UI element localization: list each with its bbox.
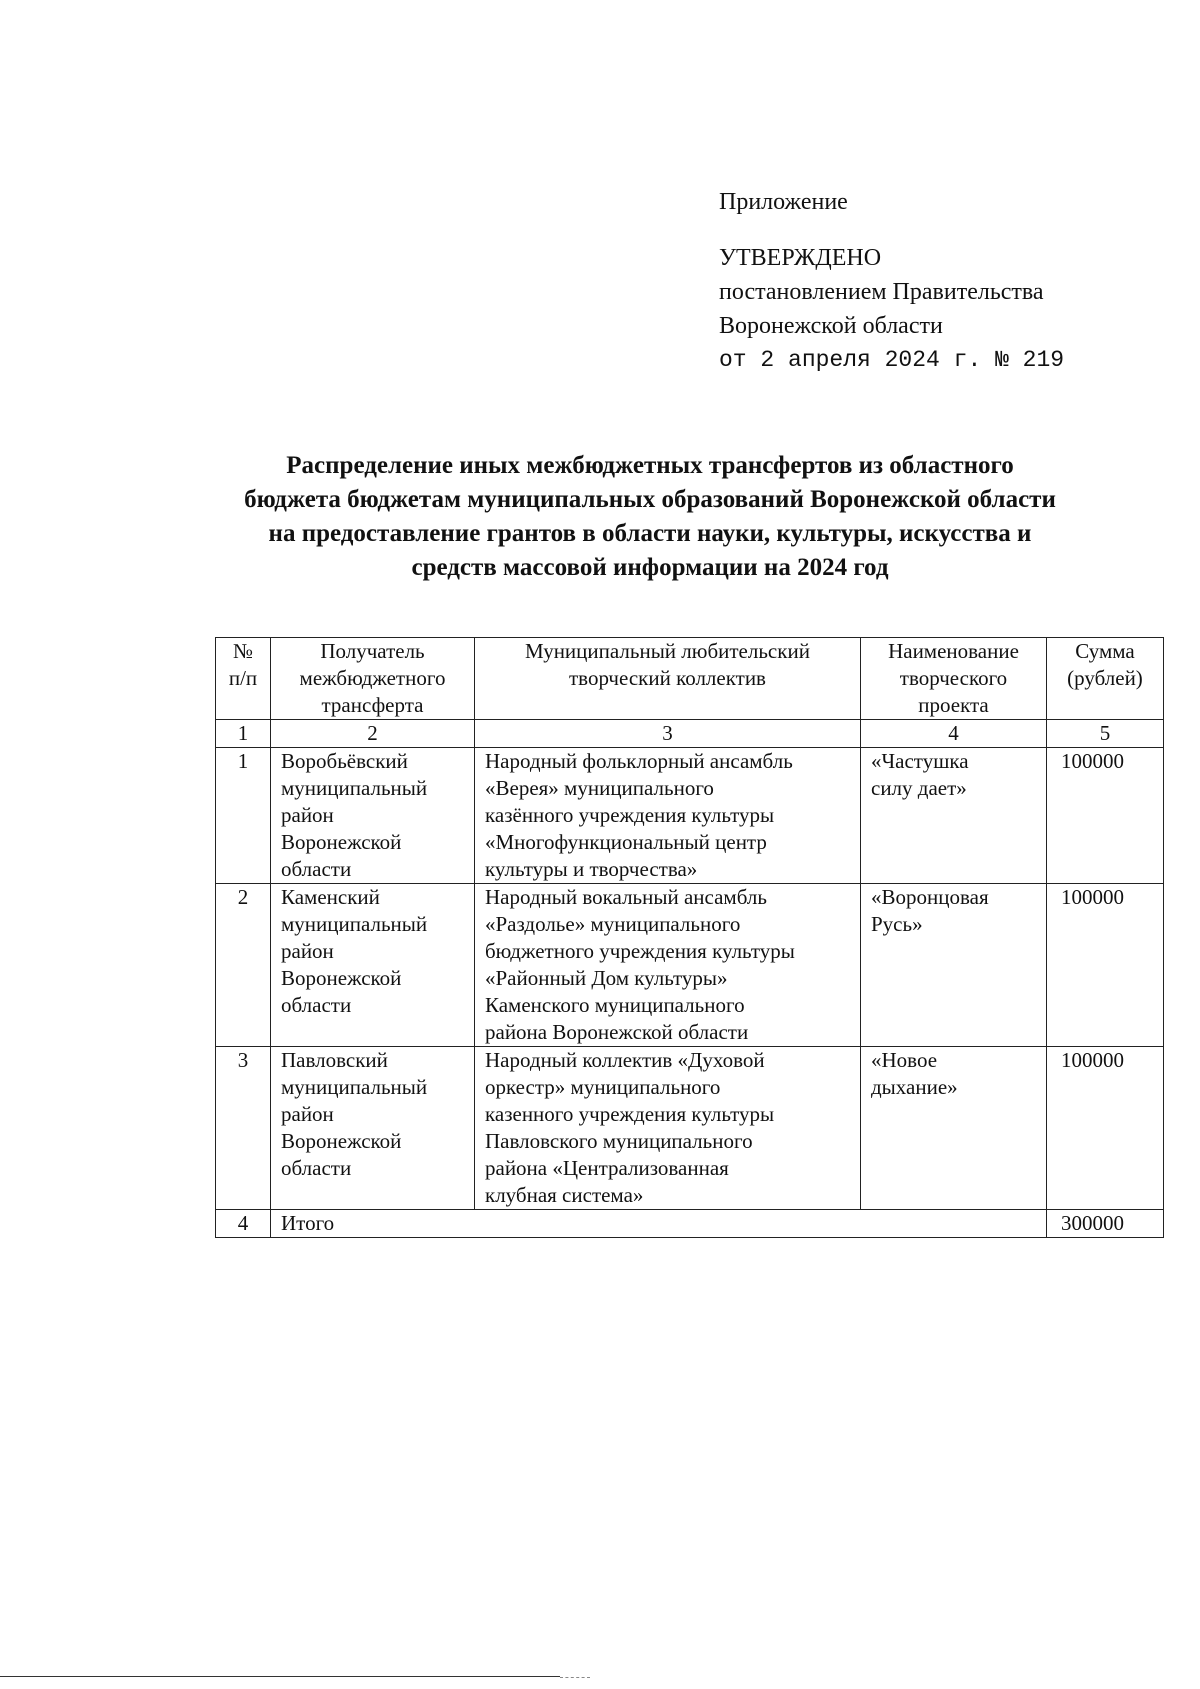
grant-distribution-table	[215, 637, 1164, 1238]
header-project: Наименование творческого проекта	[861, 638, 1047, 720]
table-row	[216, 884, 1164, 1047]
row-num: 3	[216, 1047, 271, 1210]
approved-label: УТВЕРЖДЕНО	[719, 245, 882, 271]
column-number: 4	[861, 720, 1047, 748]
row-collective: Народный коллектив «Духовой оркестр» муниципального казенного учреждения культуры Павловского муниципального района «Централизованная клубная система»	[475, 1047, 861, 1210]
total-label: Итого	[271, 1210, 1047, 1238]
column-number-row	[216, 720, 1164, 748]
approval-block	[719, 185, 1159, 377]
row-sum: 100000	[1047, 884, 1164, 1047]
row-project: «Частушка силу дает»	[861, 748, 1047, 884]
document-title	[200, 449, 1100, 585]
approved-by-line: постановлением Правительства	[719, 279, 1044, 305]
row-recipient: Воробьёвский муниципальный район Воронежской области	[271, 748, 475, 884]
header-sum: Сумма (рублей)	[1047, 638, 1164, 720]
column-number: 3	[475, 720, 861, 748]
title-line: Распределение иных межбюджетных трансфертов из областного	[286, 452, 1014, 479]
title-line: бюджета бюджетам муниципальных образований Воронежской области	[244, 486, 1056, 513]
title-line: средств массовой информации на 2024 год	[411, 554, 889, 581]
table-row	[216, 1047, 1164, 1210]
header-collective: Муниципальный любительский творческий коллектив	[475, 638, 861, 720]
row-project: «Воронцовая Русь»	[861, 884, 1047, 1047]
appendix-label: Приложение	[719, 189, 848, 215]
row-sum: 100000	[1047, 748, 1164, 884]
approved-region-line: Воронежской области	[719, 313, 943, 339]
table-header-row	[216, 638, 1164, 720]
row-num: 1	[216, 748, 271, 884]
column-number: 5	[1047, 720, 1164, 748]
title-line: на предоставление грантов в области науки, культуры, искусства и	[268, 520, 1032, 547]
row-collective: Народный вокальный ансамбль «Раздолье» муниципального бюджетного учреждения культуры «Районный Дом культуры» Каменского муниципального района Воронежской области	[475, 884, 861, 1047]
page-bottom-rule-fragment	[560, 1677, 590, 1678]
table-row	[216, 748, 1164, 884]
row-recipient: Павловский муниципальный район Воронежской области	[271, 1047, 475, 1210]
row-project: «Новое дыхание»	[861, 1047, 1047, 1210]
page-bottom-rule	[0, 1676, 560, 1677]
spacer	[719, 219, 1159, 241]
column-number: 2	[271, 720, 475, 748]
row-sum: 100000	[1047, 1047, 1164, 1210]
row-num: 2	[216, 884, 271, 1047]
header-num: № п/п	[216, 638, 271, 720]
total-row	[216, 1210, 1164, 1238]
header-recipient: Получатель межбюджетного трансферта	[271, 638, 475, 720]
total-sum: 300000	[1047, 1210, 1164, 1238]
resolution-date-number: от 2 апреля 2024 г. № 219	[719, 347, 1065, 373]
total-num: 4	[216, 1210, 271, 1238]
column-number: 1	[216, 720, 271, 748]
row-collective: Народный фольклорный ансамбль «Верея» муниципального казённого учреждения культуры «Многофункциональный центр культуры и творчества»	[475, 748, 861, 884]
row-recipient: Каменский муниципальный район Воронежской области	[271, 884, 475, 1047]
